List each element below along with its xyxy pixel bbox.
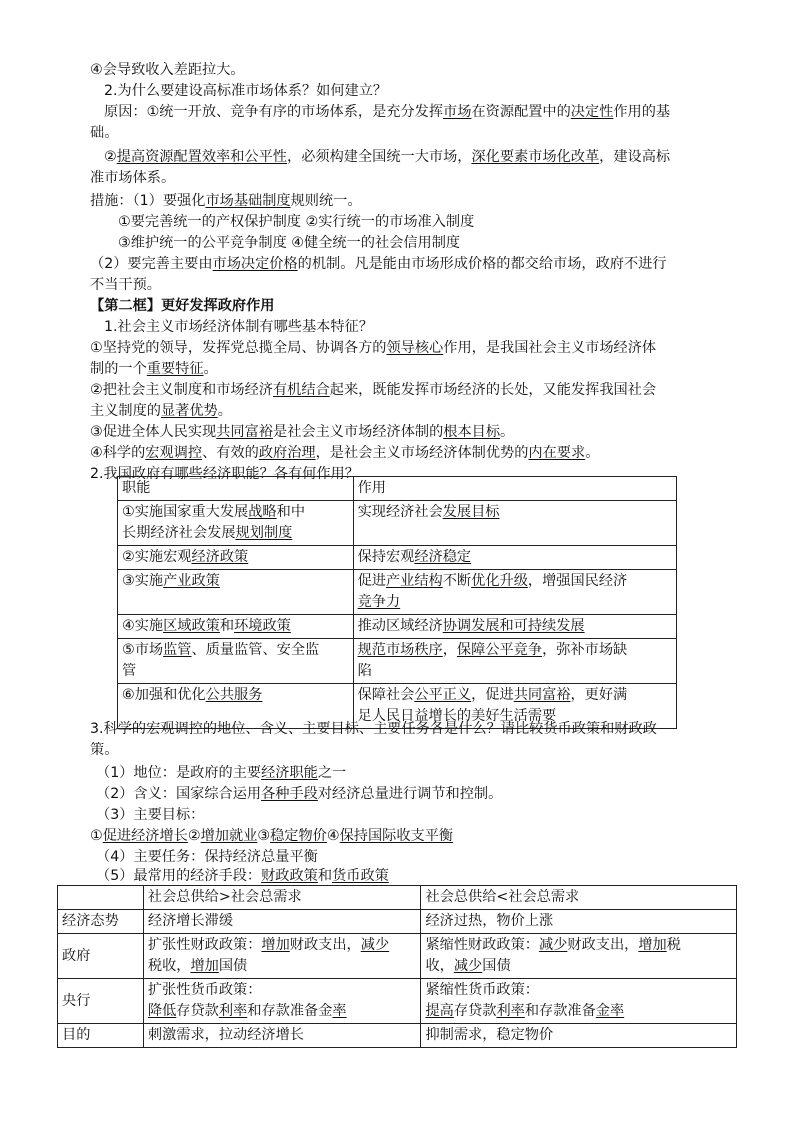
table-cell: 实现经济社会发展目标 <box>353 501 676 546</box>
table-cell: 刺激需求，拉动经济增长 <box>143 1024 421 1048</box>
table-cell: ④实施区域政策和环境政策 <box>118 615 354 639</box>
table-cell: ③实施产业政策 <box>118 570 354 615</box>
table-cell: 扩张性财政政策：增加财政支出，减少 税收，增加国债 <box>143 934 421 979</box>
text-line: ①要完善统一的产权保护制度 ②实行统一的市场准入制度 <box>118 214 475 230</box>
table-cell: 政府 <box>58 934 144 979</box>
text-line: ④会导致收入差距拉大。 <box>90 62 245 78</box>
table-cell: 推动区域经济协调发展和可持续发展 <box>353 615 676 639</box>
text-line: ②提高资源配置效率和公平性，必须构建全国统一大市场，深化要素市场化改革，建设高标 <box>104 149 671 165</box>
table-row <box>58 1024 737 1048</box>
text-line: 策。 <box>90 742 119 758</box>
table-cell: 保持宏观经济稳定 <box>353 546 676 570</box>
text-line: 制的一个重要特征。 <box>90 361 218 377</box>
table-row <box>118 615 677 639</box>
text-line: （2）要完善主要由市场决定价格的机制。凡是能由市场形成价格的都交给市场，政府不进行 <box>90 256 667 272</box>
table-row <box>118 570 677 615</box>
text-line: （2）含义：国家综合运用各种手段对经济总量进行调节和控制。 <box>96 786 503 802</box>
table-cell: 经济增长滞缓 <box>143 910 421 934</box>
table-row <box>58 886 737 910</box>
table-cell: 紧缩性财政政策：减少财政支出，增加税 收，减少国债 <box>421 934 737 979</box>
text-line: ③维护统一的公平竞争制度 ④健全统一的社会信用制度 <box>118 235 461 251</box>
text-line: （3）主要目标： <box>96 807 205 823</box>
table-cell: 促进产业结构不断优化升级，增强国民经济 竞争力 <box>353 570 676 615</box>
table-cell: 扩张性货币政策： 降低存贷款利率和存款准备金率 <box>143 979 421 1024</box>
table-cell: 目的 <box>58 1024 144 1048</box>
table-row <box>118 477 677 501</box>
text-line: 原因：①统一开放、竞争有序的市场体系，是充分发挥市场在资源配置中的决定性作用的基 <box>104 104 671 120</box>
text-line: ③促进全体人民实现共同富裕是社会主义市场经济体制的根本目标。 <box>90 424 515 440</box>
table-cell: ⑥加强和优化公共服务 <box>118 684 354 729</box>
question-3-heading: 3.科学的宏观调控的地位、含义、主要目标、主要任务各是什么？请比较货币政策和财政政 <box>90 721 657 737</box>
table-header-cell: 社会总供给<社会总需求 <box>421 886 737 910</box>
table-header-cell <box>58 886 144 910</box>
government-functions-table <box>117 476 677 729</box>
text-line: （4）主要任务：保持经济总量平衡 <box>96 849 318 865</box>
table-cell: ⑤市场监管、质量监管、安全监 管 <box>118 639 354 684</box>
table-cell: 规范市场秩序，保障公平竞争，弥补市场缺 陷 <box>353 639 676 684</box>
table-cell: 保障社会公平正义，促进共同富裕，更好满 足人民日益增长的美好生活需要 <box>353 684 676 729</box>
table-cell: 抑制需求，稳定物价 <box>421 1024 737 1048</box>
text-line: 主义制度的显著优势。 <box>90 403 232 419</box>
table-row <box>58 934 737 979</box>
text-line: ①促进经济增长②增加就业③稳定物价④保持国际收支平衡 <box>90 828 454 844</box>
text-line: 不当干预。 <box>90 277 161 293</box>
section-heading: 【第二框】更好发挥政府作用 <box>90 298 275 314</box>
text-line: （5）最常用的经济手段：财政政策和货币政策 <box>96 868 389 884</box>
table-cell: ①实施国家重大发展战略和中 长期经济社会发展规划制度 <box>118 501 354 546</box>
text-line: （1）地位：是政府的主要经济职能之一 <box>96 765 347 781</box>
question-1-heading: 1.社会主义市场经济体制有哪些基本特征？ <box>104 319 373 335</box>
table-cell: 经济态势 <box>58 910 144 934</box>
table-header-cell: 职能 <box>118 477 354 501</box>
text-line: 措施：（1）要强化市场基础制度规则统一。 <box>90 193 362 209</box>
question-2-heading: 2.为什么要建设高标准市场体系？如何建立？ <box>104 83 388 99</box>
text-line: ④科学的宏观调控、有效的政府治理，是社会主义市场经济体制优势的内在要求。 <box>90 445 600 461</box>
table-cell: 紧缩性货币政策： 提高存贷款利率和存款准备金率 <box>421 979 737 1024</box>
table-row <box>58 979 737 1024</box>
table-cell: ②实施宏观经济政策 <box>118 546 354 570</box>
text-line: 础。 <box>90 125 119 141</box>
policy-comparison-table <box>57 885 737 1048</box>
table-row <box>118 639 677 684</box>
text-line: ②把社会主义制度和市场经济有机结合起来，既能发挥市场经济的长处，又能发挥我国社会 <box>90 382 657 398</box>
table-row <box>58 910 737 934</box>
table-cell: 央行 <box>58 979 144 1024</box>
table-header-cell: 社会总供给>社会总需求 <box>143 886 421 910</box>
table-row <box>118 501 677 546</box>
text-line: ①坚持党的领导，发挥党总揽全局、协调各方的领导核心作用，是我国社会主义市场经济体 <box>90 340 657 356</box>
text-line: 准市场体系。 <box>90 170 176 186</box>
question-2-heading: 2.我国政府有哪些经济职能？各有何作用？ <box>90 466 359 482</box>
table-header-cell: 作用 <box>353 477 676 501</box>
table-row <box>118 546 677 570</box>
table-cell: 经济过热，物价上涨 <box>421 910 737 934</box>
